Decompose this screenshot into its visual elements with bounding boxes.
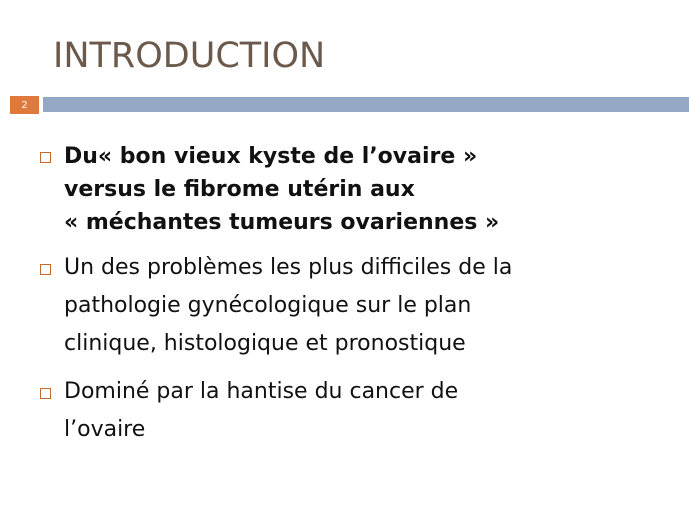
bullet-item-2 (40, 249, 680, 363)
bullet-item-1 (40, 140, 680, 239)
slide-number-badge (10, 96, 39, 114)
bullet-3-line-2: l’ovaire (64, 417, 146, 442)
slide-title: INTRODUCTION (53, 36, 326, 76)
bullet-2-line-3: clinique, histologique et pronostique (64, 331, 466, 356)
bullet-2-line-2: pathologie gynécologique sur le plan (64, 293, 472, 318)
title-divider-bar (43, 97, 689, 112)
bullet-list (40, 140, 680, 449)
square-bullet-icon (40, 388, 51, 399)
bullet-3-line-1: Dominé par la hantise du cancer de (64, 379, 459, 404)
bullet-2-line-1: Un des problèmes les plus difficiles de la (64, 255, 513, 280)
bullet-1-line-3: « méchantes tumeurs ovariennes » (64, 210, 500, 235)
square-bullet-icon (40, 152, 51, 163)
bullet-item-3 (40, 373, 680, 449)
square-bullet-icon (40, 264, 51, 275)
bullet-1-line-2: versus le fibrome utérin aux (64, 177, 415, 202)
bullet-1-line-1: Du« bon vieux kyste de l’ovaire » (64, 144, 478, 169)
slide-number: 2 (21, 99, 28, 111)
